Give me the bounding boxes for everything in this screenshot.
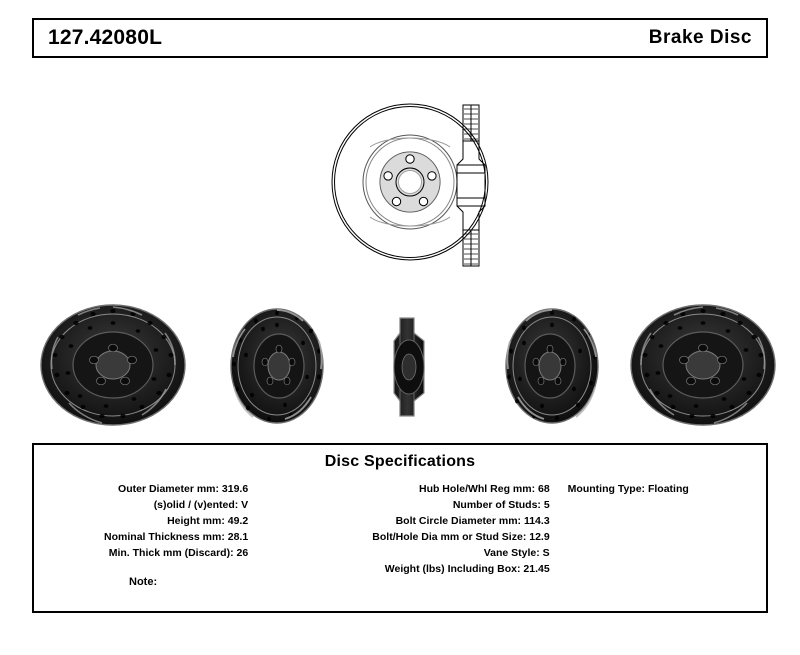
rotor-photo-angled-right [490,307,615,430]
rotor-photo-row [30,300,770,430]
spec-number-of-studs: Number of Studs: 5 [452,499,550,511]
document-type-label: Brake Disc [648,27,752,48]
spec-bolt-hole-dia: Bolt/Hole Dia mm or Stud Size: 12.9 [372,531,550,543]
rotor-cross-section-line-drawing [455,103,495,268]
spec-height: Height mm: 49.2 [167,515,249,527]
specifications-right-column [554,481,766,577]
specifications-left-column [34,481,252,577]
rotor-photo-angled-left [215,307,340,430]
specifications-title: Disc Specifications [324,453,476,470]
spec-hub-hole: Hub Hole/Whl Reg mm: 68 [418,483,550,495]
spec-vane-style: Vane Style: S [483,547,550,559]
spec-min-thickness: Min. Thick mm (Discard): 26 [108,547,249,559]
spec-weight: Weight (lbs) Including Box: 21.45 [384,563,550,575]
disc-specifications-panel [32,443,768,613]
specifications-middle-column [252,481,553,577]
note-label: Note: [129,576,158,588]
spec-bolt-circle-diameter: Bolt Circle Diameter mm: 114.3 [395,515,550,527]
spec-nominal-thickness: Nominal Thickness mm: 28.1 [104,531,249,543]
specifications-columns [34,481,766,577]
spec-solid-vented: (s)olid / (v)ented: V [153,499,249,511]
technical-drawing-cross-section [455,103,495,268]
spec-outer-diameter: Outer Diameter mm: 319.6 [118,483,249,495]
part-number: 127.42080L [48,26,163,49]
rotor-photo-front-right [628,303,778,433]
spec-mounting-type: Mounting Type: Floating [567,483,689,495]
header-bar [32,18,768,58]
rotor-photo-edge-profile [378,315,440,425]
rotor-photo-front-left [38,303,188,433]
